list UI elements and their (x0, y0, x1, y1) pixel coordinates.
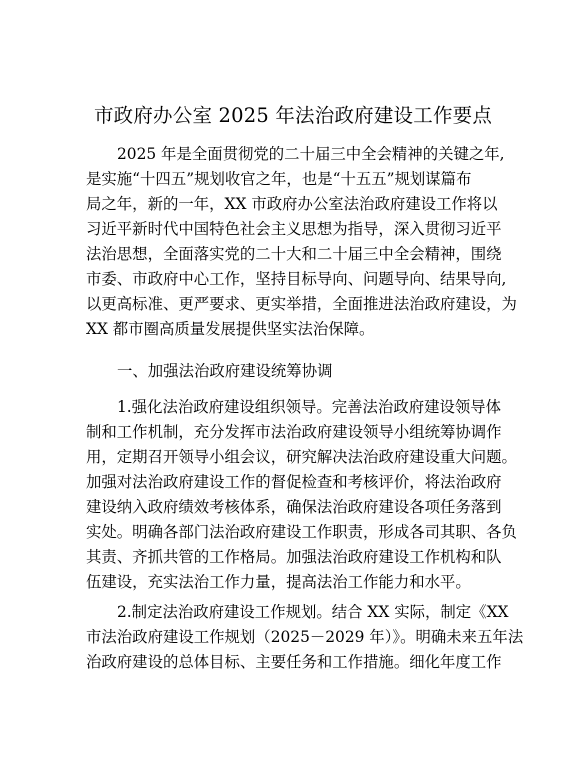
paragraph-line: 法治思想，全面落实党的二十大和二十届三中全会精神，围绕 (86, 245, 502, 263)
paragraph-line: 制和工作机制，充分发挥市法治政府建设领导小组统筹协调作 (86, 423, 502, 441)
paragraph-line: 加强对法治政府建设工作的督促检查和考核评价，将法治政府 (86, 473, 502, 491)
document-title: 市政府办公室 2025 年法治政府建设工作要点 (93, 104, 493, 127)
intro-paragraph (86, 142, 517, 342)
item-2-paragraph (86, 600, 524, 675)
paragraph-line: 建设纳入政府绩效考核体系，确保法治政府建设各项任务落到 (86, 498, 502, 516)
item-1-paragraph (86, 395, 517, 595)
paragraph-line: 其责、齐抓共管的工作格局。加强法治政府建设工作机构和队 (86, 548, 502, 566)
section-heading: 一、加强法治政府建设统筹协调 (117, 362, 333, 380)
paragraph-line: XX 都市圈高质量发展提供坚实法治保障。 (86, 320, 375, 338)
paragraph-line: 习近平新时代中国特色社会主义思想为指导，深入贯彻习近平 (86, 220, 502, 238)
paragraph-line: 伍建设，充实法治工作力量，提高法治工作能力和水平。 (86, 573, 471, 591)
paragraph-line: 2025 年是全面贯彻党的二十届三中全会精神的关键之年, (117, 145, 505, 163)
paragraph-line: 1.强化法治政府建设组织领导。完善法治政府建设领导体 (117, 398, 502, 416)
paragraph-line: 治政府建设的总体目标、主要任务和工作措施。细化年度工作 (86, 653, 502, 671)
paragraph-line: 2.制定法治政府建设工作规划。结合 XX 实际，制定《XX (117, 603, 509, 621)
paragraph-line: 是实施“十四五”规划收官之年，也是“十五五”规划谋篇布 (86, 170, 472, 188)
paragraph-line: 市委、市政府中心工作，坚持目标导向、问题导向、结果导向, (86, 270, 507, 288)
section-heading-block (86, 359, 506, 384)
paragraph-line: 市法治政府建设工作规划（2025－2029 年）》。明确未来五年法 (86, 628, 524, 646)
paragraph-line: 实处。明确各部门法治政府建设工作职责，形成各司其职、各负 (86, 523, 517, 541)
paragraph-line: 以更高标准、更严要求、更实举措，全面推进法治政府建设，为 (86, 295, 517, 313)
paragraph-line: 用，定期召开领导小组会议，研究解决法治政府建设重大问题。 (86, 448, 517, 466)
paragraph-line: 局之年，新的一年，XX 市政府办公室法治政府建设工作将以 (86, 195, 498, 213)
